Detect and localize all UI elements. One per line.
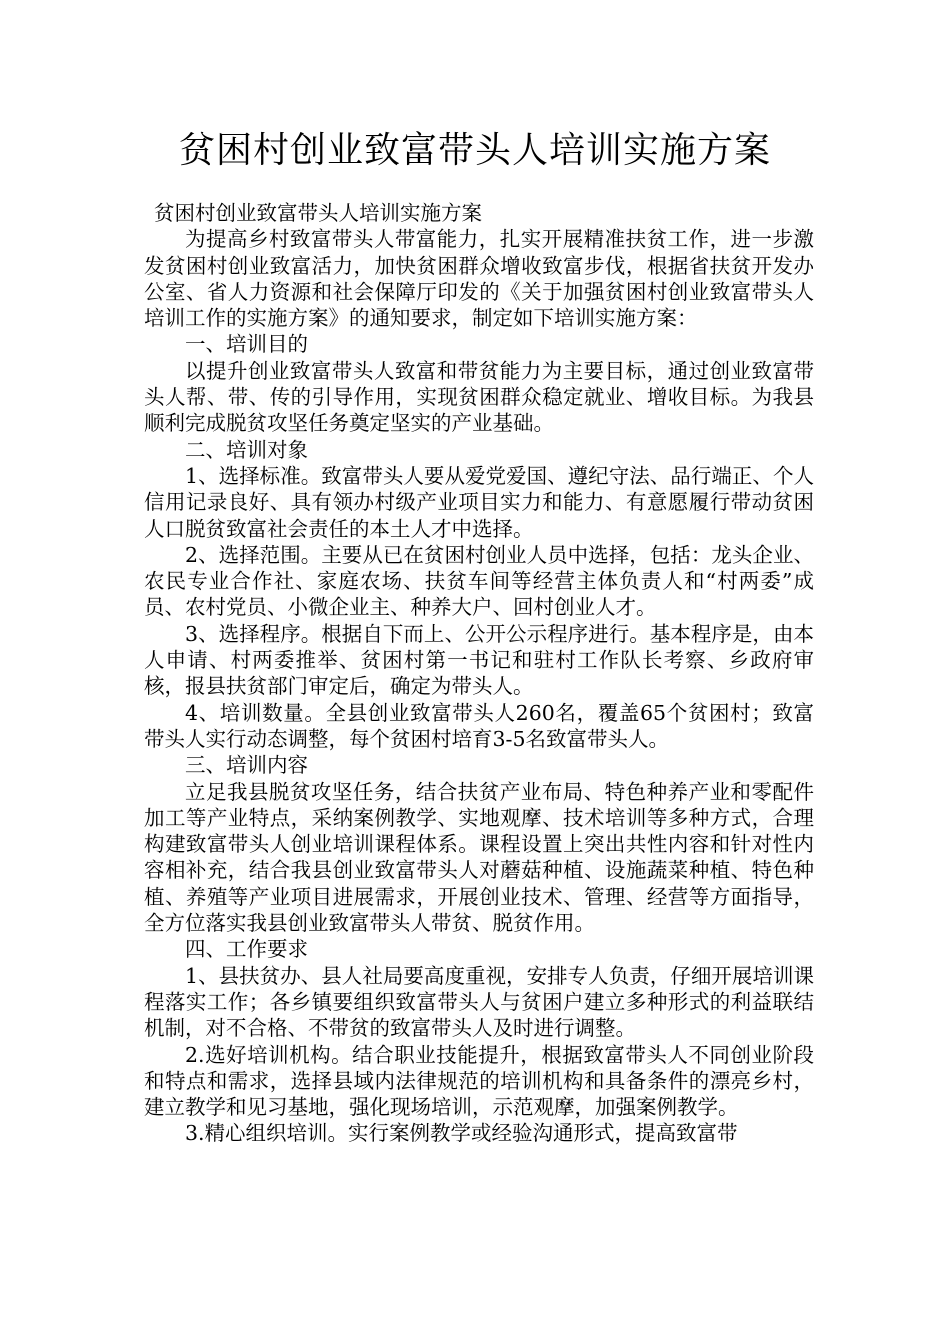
body-paragraph: 2、选择范围。主要从已在贫困村创业人员中选择，包括：龙头企业、农民专业合作社、家庭农场、扶贫车间等经营主体负责人和“村两委”成员、农村党员、小微企业主、种养大户、回村创业人才。 <box>144 542 814 620</box>
section-heading: 二、培训对象 <box>185 437 308 462</box>
body-paragraph: 1、县扶贫办、县人社局要高度重视，安排专人负责，仔细开展培训课程落实工作；各乡镇要组织致富带头人与贫困户建立多种形式的利益联结机制，对不合格、不带贫的致富带头人及时进行调整。 <box>144 963 814 1041</box>
document-title: 贫困村创业致富带头人培训实施方案 <box>178 130 771 171</box>
intro-paragraph: 为提高乡村致富带头人带富能力，扎实开展精准扶贫工作，进一步激发贫困村创业致富活力，加快贫困群众增收致富步伐，根据省扶贫开发办公室、省人力资源和社会保障厅印发的《关于加强贫困村创业致富带头人培训工作的实施方案》的通知要求，制定如下培训实施方案： <box>144 227 814 331</box>
body-paragraph: 立足我县脱贫攻坚任务，结合扶贫产业布局、特色种养产业和零配件加工等产业特点，采纳案例教学、实地观摩、技术培训等多种方式，合理构建致富带头人创业培训课程体系。课程设置上突出共性内容和针对性内容相补充，结合我县创业致富带头人对蘑菇种植、设施蔬菜种植、特色种植、养殖等产业项目进展需求，开展创业技术、管理、经营等方面指导，全方位落实我县创业致富带头人带贫、脱贫作用。 <box>144 779 814 936</box>
document-body <box>144 200 814 1147</box>
body-paragraph: 2.选好培训机构。结合职业技能提升，根据致富带头人不同创业阶段和特点和需求，选择县域内法律规范的培训机构和具备条件的漂亮乡村，建立教学和见习基地，强化现场培训，示范观摩，加强案例教学。 <box>144 1042 814 1120</box>
body-paragraph: 1、选择标准。致富带头人要从爱党爱国、遵纪守法、品行端正、个人信用记录良好、具有领办村级产业项目实力和能力、有意愿履行带动贫困人口脱贫致富社会责任的本土人才中选择。 <box>144 463 814 541</box>
body-paragraph: 3、选择程序。根据自下而上、公开公示程序进行。基本程序是，由本人申请、村两委推举、贫困村第一书记和驻村工作队长考察、乡政府审核，报县扶贫部门审定后，确定为带头人。 <box>144 621 814 699</box>
document-subtitle: 贫困村创业致富带头人培训实施方案 <box>154 201 482 225</box>
body-paragraph: 3.精心组织培训。实行案例教学或经验沟通形式，提高致富带 <box>185 1121 738 1146</box>
section-heading: 三、培训内容 <box>185 753 308 778</box>
body-paragraph: 以提升创业致富带头人致富和带贫能力为主要目标，通过创业致富带头人帮、带、传的引导作用，实现贫困群众稳定就业、增收目标。为我县顺利完成脱贫攻坚任务奠定坚实的产业基础。 <box>144 358 814 436</box>
section-heading: 四、工作要求 <box>185 937 308 962</box>
section-heading: 一、培训目的 <box>185 332 308 357</box>
body-paragraph: 4、培训数量。全县创业致富带头人260名，覆盖65个贫困村；致富带头人实行动态调整，每个贫困村培育3-5名致富带头人。 <box>144 700 814 751</box>
